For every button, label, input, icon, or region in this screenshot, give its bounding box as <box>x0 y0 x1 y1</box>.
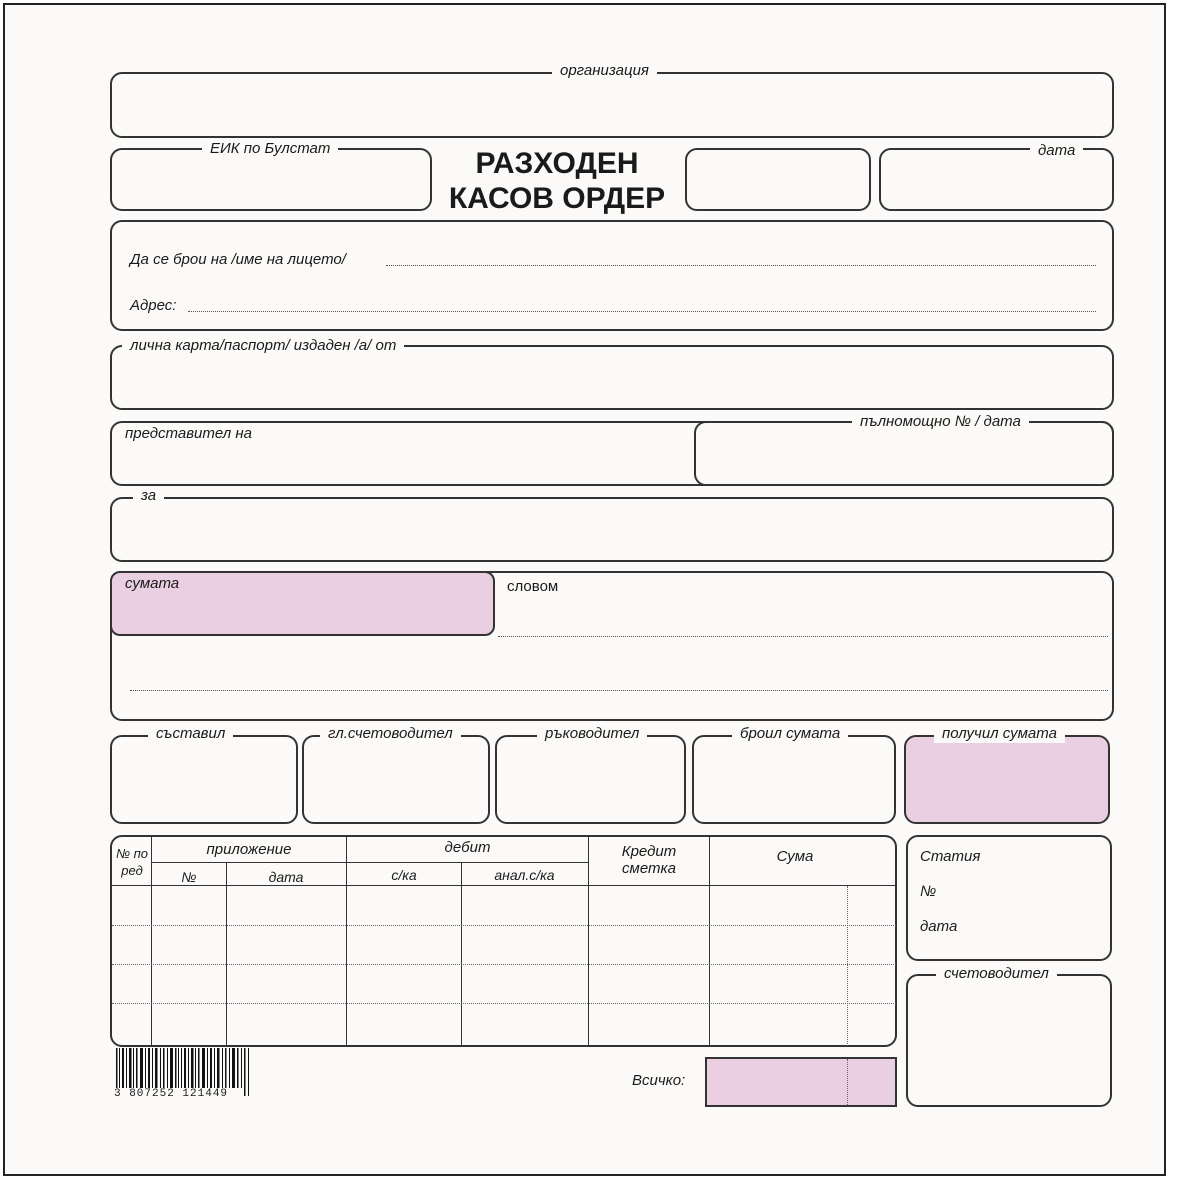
eik-label: ЕИК по Булстат <box>202 140 338 158</box>
total-label: Всичко: <box>632 1072 686 1089</box>
organization-label: организация <box>552 62 657 80</box>
table-col-line <box>461 862 462 1046</box>
credit-header-line-2: сметка <box>622 860 676 877</box>
signature-paid-by[interactable] <box>692 735 896 824</box>
address-label: Адрес: <box>130 297 177 314</box>
signature-received-by[interactable] <box>904 735 1110 824</box>
table-sum-divider <box>847 886 848 1046</box>
power-of-attorney-label: пълномощно № / дата <box>852 413 1029 431</box>
table-subheader-line <box>152 862 588 863</box>
signature-compiled-by-label: съставил <box>148 725 233 743</box>
form-title <box>437 146 677 216</box>
table-col-line <box>226 862 227 1046</box>
total-field[interactable] <box>705 1057 897 1107</box>
signature-paid-by-label: броил сумата <box>732 725 848 743</box>
organization-field[interactable] <box>110 72 1114 138</box>
attachment-header: приложение <box>206 841 292 858</box>
order-number-field[interactable] <box>685 148 871 211</box>
signature-received-by-label: получил сумата <box>934 725 1065 743</box>
sum-header: Сума <box>776 848 814 865</box>
pay-to-label: Да се брои на /име на лицето/ <box>130 251 346 268</box>
amount-label: сумата <box>125 575 180 592</box>
signature-compiled-by[interactable] <box>110 735 298 824</box>
accountant-label: счетоводител <box>936 965 1057 983</box>
signature-chief-accountant-label: гл.счетоводител <box>320 725 461 743</box>
signature-manager-label: ръководител <box>537 725 647 743</box>
in-words-label: словом <box>507 578 559 595</box>
payee-section <box>110 220 1114 331</box>
purpose-label: за <box>133 487 164 505</box>
article-date-label: дата <box>920 918 958 935</box>
article-label: Статия <box>920 848 981 865</box>
table-col-line <box>709 836 710 1046</box>
signature-chief-accountant[interactable] <box>302 735 490 824</box>
id-card-label: лична карта/паспорт/ издаден /а/ от <box>122 337 404 355</box>
in-words-line-2[interactable] <box>130 690 1108 691</box>
table-col-line <box>151 836 152 1046</box>
pay-to-line[interactable] <box>386 265 1096 266</box>
debit-header: дебит <box>444 839 491 856</box>
representative-label: представител на <box>125 425 252 442</box>
debit-analytic-header: анал.с/ка <box>494 867 555 883</box>
barcode-number: 3 807252 121449 <box>114 1088 229 1100</box>
total-divider <box>847 1059 848 1105</box>
table-row-line <box>112 925 896 926</box>
date-label: дата <box>1030 142 1083 160</box>
title-line-2: КАСОВ ОРДЕР <box>448 182 666 215</box>
in-words-line-1[interactable] <box>498 636 1108 637</box>
title-line-1: РАЗХОДЕН <box>475 147 639 180</box>
table-row-line <box>112 964 896 965</box>
article-number-label: № <box>920 883 937 900</box>
debit-account-header: с/ка <box>391 867 417 883</box>
signature-manager[interactable] <box>495 735 686 824</box>
credit-header <box>589 843 709 877</box>
address-line[interactable] <box>188 311 1096 312</box>
table-row-line <box>112 1003 896 1004</box>
attachment-no-header: № <box>181 869 197 885</box>
credit-header-line-1: Кредит <box>621 843 677 860</box>
purpose-field[interactable] <box>110 497 1114 562</box>
accountant-signature[interactable] <box>906 974 1112 1107</box>
attachment-date-header: дата <box>268 869 304 885</box>
row-no-header: № по ред <box>115 846 149 878</box>
